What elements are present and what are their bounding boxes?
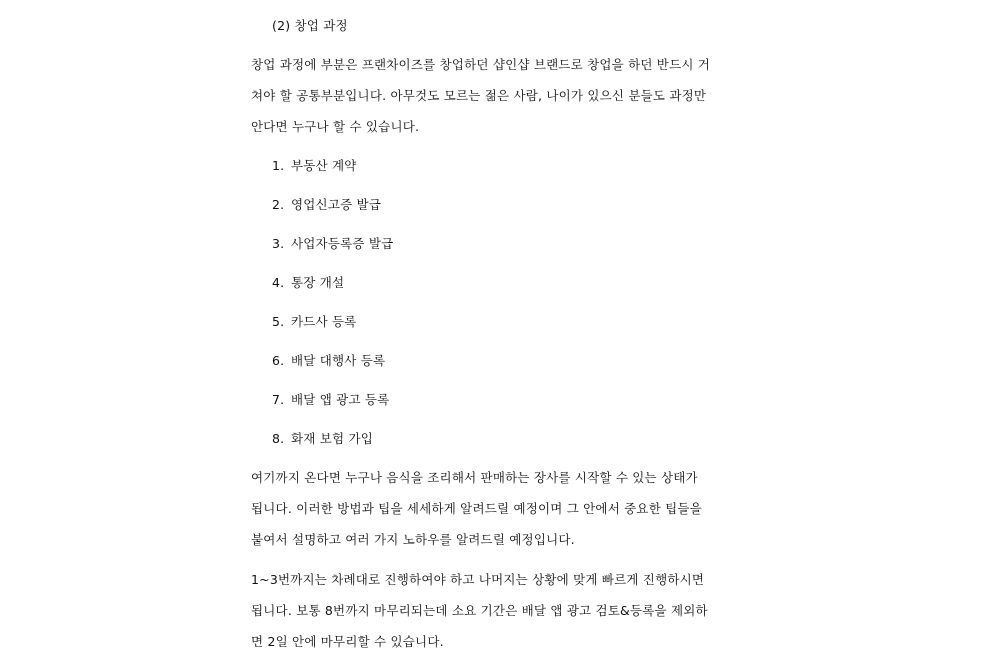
paragraph-3-line-1: 1~3번까지는 차례대로 진행하여야 하고 나머지는 상황에 맞게 빠르게 진행하시면 [251,572,705,587]
list-item-number: 1. [272,158,285,173]
paragraph-2-line-2: 됩니다. 이러한 방법과 팁을 세세하게 알려드릴 예정이며 그 안에서 중요한 팁들을 [251,501,702,516]
paragraph-1-line-3: 안다면 누구나 할 수 있습니다. [251,119,420,134]
list-item-label: 배달 대행사 등록 [291,353,386,368]
list-item-number: 4. [272,275,285,290]
list-item-number: 3. [272,236,285,251]
list-item-step-8 [272,431,373,447]
list-item-step-4 [272,275,344,291]
list-item-step-2 [272,197,381,213]
list-item-label: 배달 앱 광고 등록 [291,392,390,407]
list-item-step-1 [272,158,357,174]
list-item-step-5 [272,314,357,330]
list-item-number: 8. [272,431,285,446]
paragraph-3-line-3: 면 2일 안에 마무리할 수 있습니다. [251,634,444,649]
list-item-label: 사업자등록증 발급 [291,236,394,251]
list-item-number: 2. [272,197,285,212]
paragraph-3-line-2: 됩니다. 보통 8번까지 마무리되는데 소요 기간은 배달 앱 광고 검토&등록을 제외하 [251,603,708,618]
paragraph-2-line-1: 여기까지 온다면 누구나 음식을 조리해서 판매하는 장사를 시작할 수 있는 상태가 [251,470,698,485]
list-item-step-6 [272,353,385,369]
list-item-step-7 [272,392,389,408]
list-item-number: 6. [272,353,285,368]
section-heading: (2) 창업 과정 [272,18,348,33]
list-item-label: 영업신고증 발급 [291,197,382,212]
paragraph-1-line-1: 창업 과정에 부분은 프랜차이즈를 창업하던 샵인샵 브랜드로 창업을 하던 반드시 거 [251,57,711,72]
list-item-label: 통장 개설 [291,275,345,290]
list-item-label: 부동산 계약 [291,158,357,173]
paragraph-2-line-3: 붙여서 설명하고 여러 가지 노하우를 알려드릴 예정입니다. [251,532,575,547]
list-item-label: 카드사 등록 [291,314,357,329]
list-item-step-3 [272,236,393,252]
list-item-number: 5. [272,314,285,329]
list-item-label: 화재 보험 가입 [291,431,373,446]
paragraph-1-line-2: 쳐야 할 공통부분입니다. 아무것도 모르는 젊은 사람, 나이가 있으신 분들도 과정만 [251,88,707,103]
list-item-number: 7. [272,392,285,407]
